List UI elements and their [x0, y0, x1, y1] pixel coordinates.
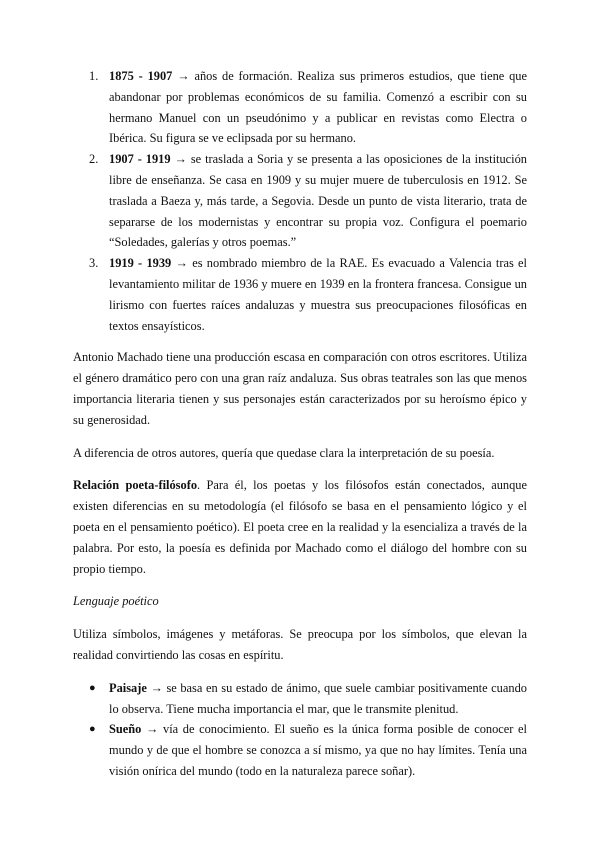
timeline-item-3	[73, 253, 527, 336]
arrow-icon: →	[150, 680, 163, 695]
relation-text: . Para él, los poetas y los filósofos están conectados, aunque existen diferencias en su metodología (el filósofo se basa en el pensamiento lógico y el poeta en el pensamiento poético). El poeta cree en la realidad y la esencializa a través de la palabra. Por esto, la poesía es definida por Machado como el diálogo del hombre con su propio tiempo.	[73, 478, 527, 576]
symbol-term: Sueño	[109, 722, 142, 737]
document-page	[73, 66, 527, 782]
symbol-item-paisaje	[73, 678, 527, 720]
period-text: es nombrado miembro de la RAE. Es evacuado a Valencia tras el levantamiento militar de 1936 y muere en 1939 en la frontera francesa. Consigue un lirismo con fuertes raíces andaluzas y muestra sus preocupaciones filosóficas en textos ensayísticos.	[109, 256, 527, 333]
period-label: 1907 - 1919	[109, 152, 171, 167]
relation-paragraph	[73, 475, 527, 579]
period-label: 1875 - 1907	[109, 69, 173, 83]
timeline-item-2	[73, 149, 527, 253]
period-text: se traslada a Soria y se presenta a las oposiciones de la institución libre de enseñanza. Se casa en 1909 y su mujer muere de tuberculosis en 1912. Se traslada a Baeza y, más tarde, a Segovia. Desde un punto de vista literario, trata de separarse de los modernistas y encontrar su propia voz. Configura el poemario “Soledades, galerías y otros poemas.”	[109, 152, 527, 250]
symbol-item-sueno	[73, 719, 527, 781]
symbol-text: se basa en su estado de ánimo, que suele cambiar positivamente cuando lo observa. Tiene mucha importancia el mar, que le transmite plenitud.	[109, 680, 527, 716]
symbol-text: vía de conocimiento. El sueño es la única forma posible de conocer el mundo y de que el hombre se conozca a sí mismo, ya que no hay límites. Tenía una visión onírica del mundo (todo en la naturaleza parece soñar).	[109, 722, 527, 778]
timeline-item-1	[73, 66, 527, 149]
arrow-icon: →	[146, 722, 159, 737]
bullet-icon: ●	[89, 723, 96, 736]
list-number: 1.	[89, 69, 99, 83]
list-number: 3.	[89, 256, 99, 271]
production-paragraph: Antonio Machado tiene una producción escasa en comparación con otros escritores. Utiliza el género dramático pero con una gran raíz andaluza. Sus obras teatrales son las que menos importancia literaria tienen y sus personajes están caracterizados por su heroísmo épico y su generosidad.	[73, 350, 527, 427]
difference-paragraph: A diferencia de otros autores, quería que quedase clara la interpretación de su poesía.	[73, 445, 495, 460]
arrow-icon: →	[177, 69, 190, 83]
symbols-paragraph: Utiliza símbolos, imágenes y metáforas. Se preocupa por los símbolos, que elevan la realidad convirtiendo las cosas en espíritu.	[73, 627, 527, 662]
section-heading: Lenguaje poético	[73, 594, 159, 609]
relation-label: Relación poeta-filósofo	[73, 478, 198, 493]
symbols-list	[73, 678, 527, 782]
bullet-icon: ●	[89, 681, 96, 694]
period-text: años de formación. Realiza sus primeros estudios, que tiene que abandonar por problemas económicos de su familia. Comenzó a escribir con su hermano Manuel con un pseudónimo y a publicar en revistas como Electra o Ibérica. Su figura se ve eclipsada por su hermano.	[109, 69, 527, 146]
arrow-icon: →	[175, 256, 188, 271]
arrow-icon: →	[174, 152, 187, 167]
list-number: 2.	[89, 152, 99, 167]
period-label: 1919 - 1939	[109, 256, 172, 271]
symbol-term: Paisaje	[109, 680, 147, 695]
timeline-list	[73, 66, 527, 336]
